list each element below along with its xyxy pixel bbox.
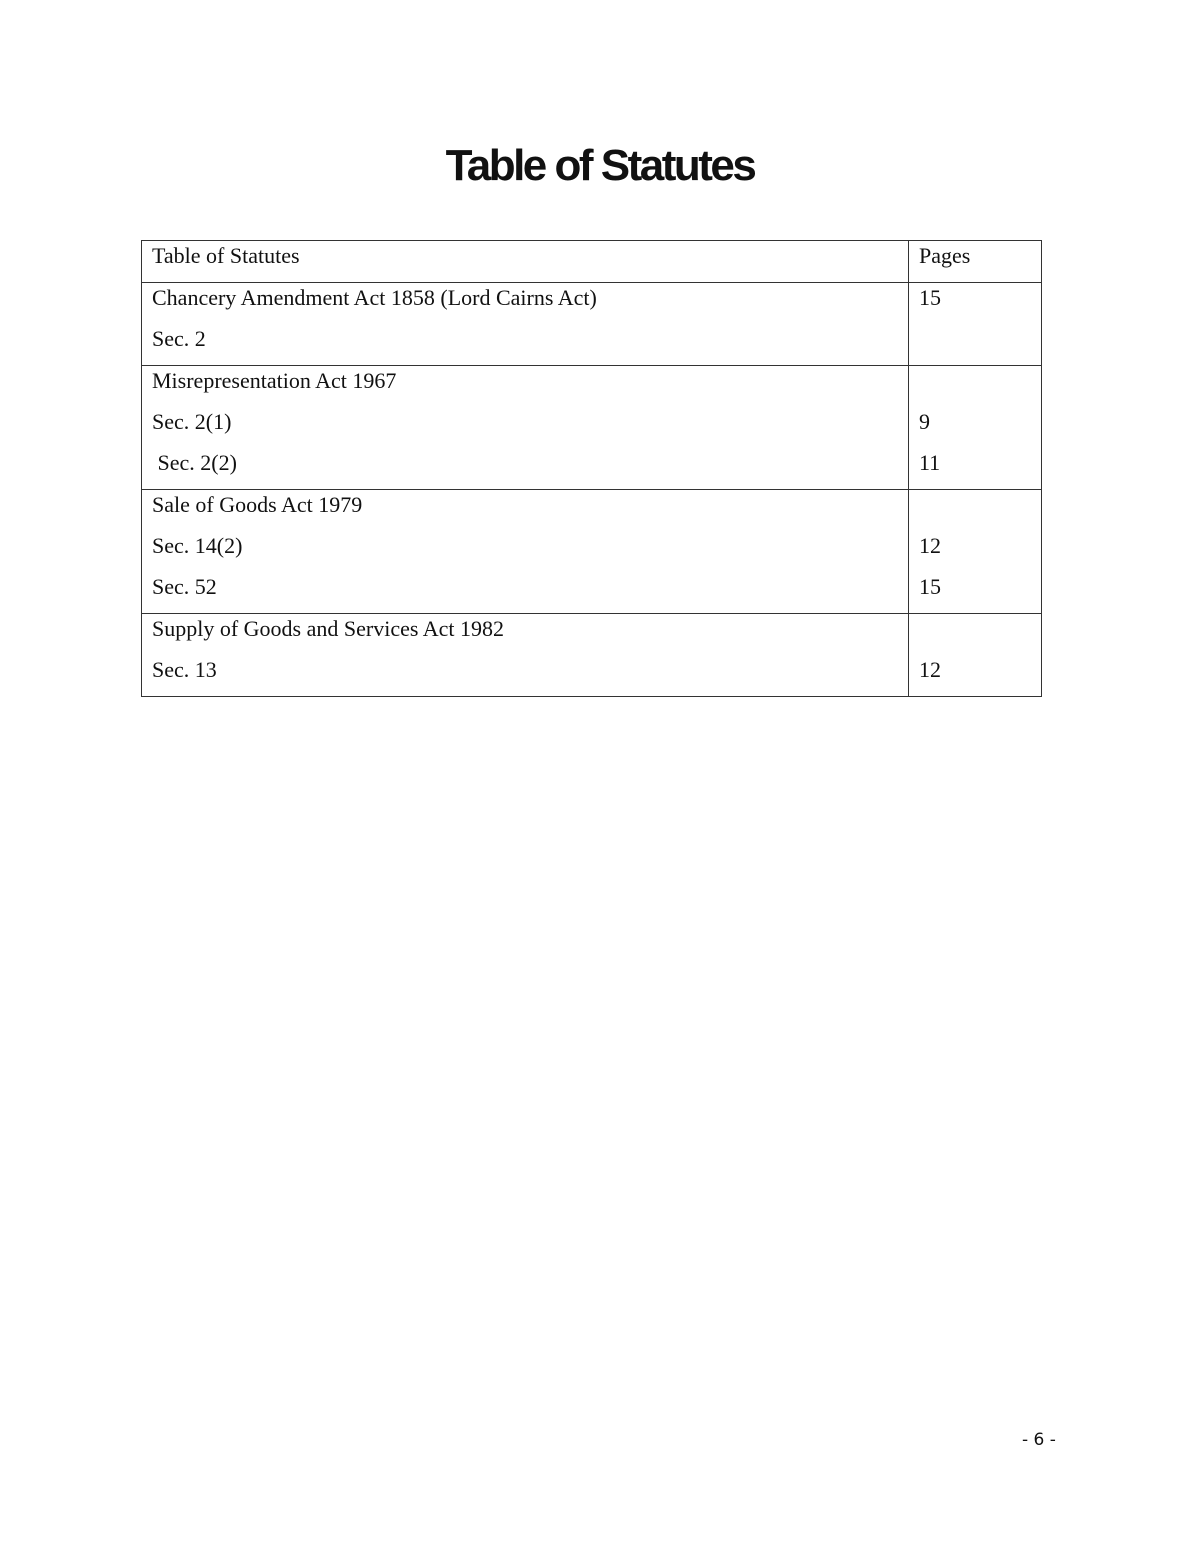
statute-line-name: Sec. 13 (152, 657, 217, 682)
statute-line-name: Sec. 2(1) (152, 409, 232, 434)
statute-line-pages: 15 (919, 285, 941, 310)
statute-pages-cell (909, 283, 1042, 366)
statute-line-name: Sec. 2(2) (152, 450, 237, 475)
statute-pages-cell (909, 366, 1042, 490)
statute-line-name: Supply of Goods and Services Act 1982 (152, 616, 504, 641)
statute-line-pages: 9 (919, 409, 930, 434)
statute-pages-cell (909, 490, 1042, 614)
header-statute-label: Table of Statutes (152, 243, 300, 268)
statute-line-pages (919, 366, 1031, 407)
page-title: Table of Statutes (445, 141, 755, 190)
statute-name-cell (142, 366, 909, 490)
statute-line-pages: 12 (919, 533, 941, 558)
statute-line-name: Sec. 2 (152, 326, 206, 351)
statute-line-pages: 15 (919, 574, 941, 599)
statute-line-pages (919, 324, 1031, 365)
page-number: - 6 - (1022, 1430, 1056, 1450)
header-cell-statute (142, 241, 909, 283)
statute-group-row (142, 490, 1042, 614)
statute-line-name: Sec. 52 (152, 574, 217, 599)
statute-name-cell (142, 490, 909, 614)
statute-line-name: Chancery Amendment Act 1858 (Lord Cairns Act) (152, 285, 597, 310)
statute-group-row (142, 283, 1042, 366)
statutes-table (141, 240, 1042, 697)
statute-group-row (142, 614, 1042, 697)
statute-name-cell (142, 614, 909, 697)
statutes-table-body (142, 241, 1042, 697)
statute-line-pages (919, 490, 1031, 531)
header-cell-pages (909, 241, 1042, 283)
statute-line-pages: 12 (919, 657, 941, 682)
statute-line-name: Sec. 14(2) (152, 533, 243, 558)
statute-line-pages (919, 614, 1031, 655)
statute-name-cell (142, 283, 909, 366)
statute-line-name: Misrepresentation Act 1967 (152, 368, 397, 393)
statute-line-pages: 11 (919, 450, 941, 475)
table-header-row (142, 241, 1042, 283)
header-pages-label: Pages (919, 243, 971, 268)
statute-group-row (142, 366, 1042, 490)
statute-line-name: Sale of Goods Act 1979 (152, 492, 363, 517)
statute-pages-cell (909, 614, 1042, 697)
